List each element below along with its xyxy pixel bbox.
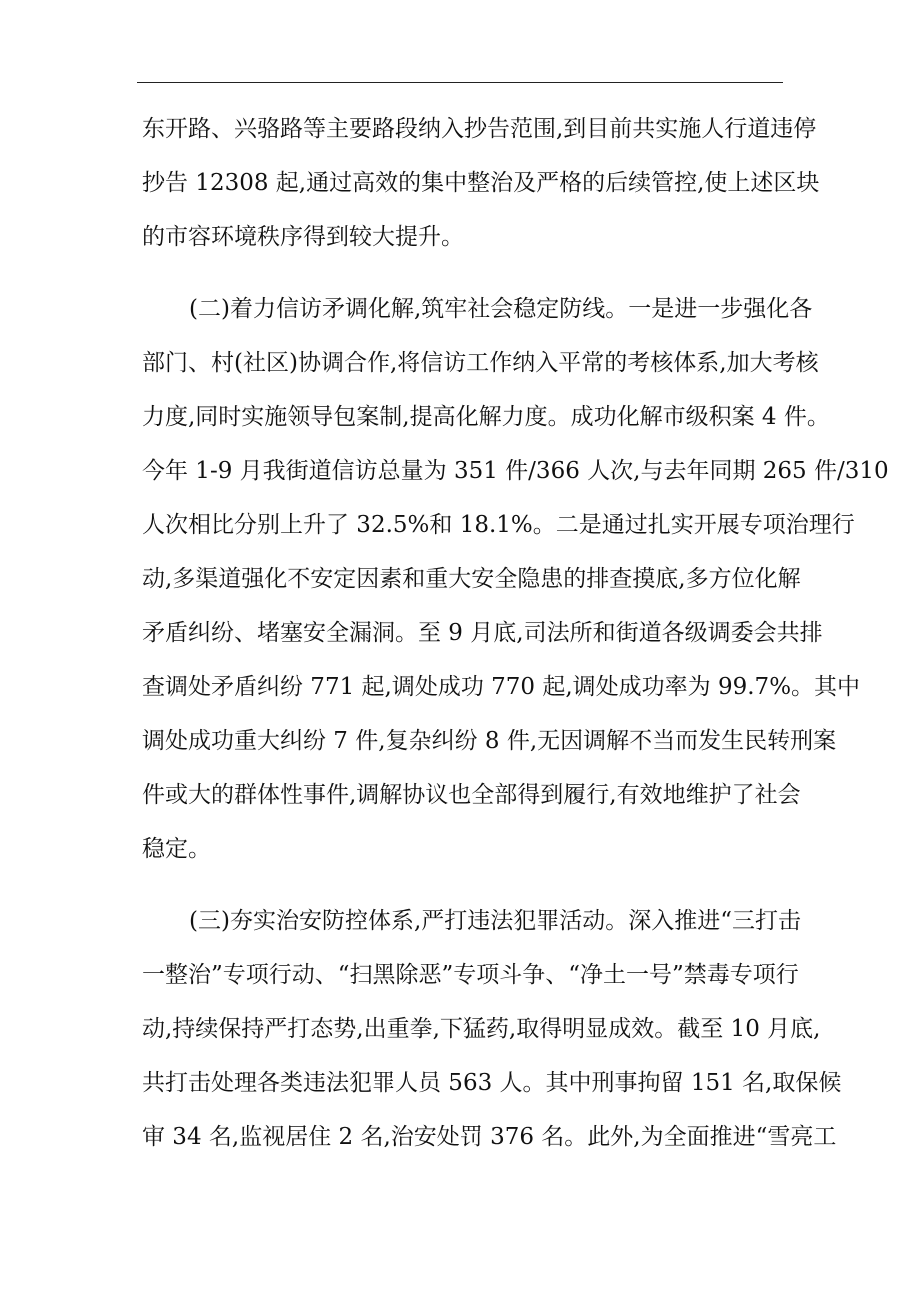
text-line: 矛盾纠纷、堵塞安全漏洞。至 9 月底,司法所和街道各级调委会共排 xyxy=(142,620,823,646)
text-line: 查调处矛盾纠纷 771 起,调处成功 770 起,调处成功率为 99.7%。其中 xyxy=(142,674,861,700)
text-line: 力度,同时实施领导包案制,提高化解力度。成功化解市级积案 4 件。 xyxy=(142,404,830,430)
text-line: 共打击处理各类违法犯罪人员 563 人。其中刑事拘留 151 名,取保候 xyxy=(142,1070,842,1096)
text-line: 人次相比分别上升了 32.5%和 18.1%。二是通过扎实开展专项治理行 xyxy=(142,512,855,538)
paragraph-gap xyxy=(142,876,784,894)
text-line: 东开路、兴骆路等主要路段纳入抄告范围,到目前共实施人行道违停 xyxy=(142,116,817,142)
text-line: 调处成功重大纠纷 7 件,复杂纠纷 8 件,无因调解不当而发生民转刑案 xyxy=(142,728,837,754)
text-line: (三)夯实治安防控体系,严打违法犯罪活动。深入推进“三打击 xyxy=(189,908,802,934)
text-line: (二)着力信访矛调化解,筑牢社会稳定防线。一是进一步强化各 xyxy=(189,296,813,322)
paragraph-gap xyxy=(142,264,784,282)
text-line: 抄告 12308 起,通过高效的集中整治及严格的后续管控,使上述区块 xyxy=(142,170,820,196)
paragraph-1 xyxy=(142,102,820,264)
text-line: 的市容环境秩序得到较大提升。 xyxy=(142,224,464,250)
document-body xyxy=(142,102,889,1164)
text-line: 今年 1-9 月我街道信访总量为 351 件/366 人次,与去年同期 265 件/310 xyxy=(142,458,889,484)
paragraph-3 xyxy=(142,894,842,1164)
text-line: 动,持续保持严打态势,出重拳,下猛药,取得明显成效。截至 10 月底, xyxy=(142,1016,821,1042)
text-line: 审 34 名,监视居住 2 名,治安处罚 376 名。此外,为全面推进“雪亮工 xyxy=(142,1124,837,1150)
text-line: 稳定。 xyxy=(142,836,211,862)
paragraph-2 xyxy=(142,282,889,876)
text-line: 动,多渠道强化不安定因素和重大安全隐患的排查摸底,多方位化解 xyxy=(142,566,801,592)
text-line: 部门、村(社区)协调合作,将信访工作纳入平常的考核体系,加大考核 xyxy=(142,350,819,376)
header-rule xyxy=(137,82,783,83)
text-line: 一整治”专项行动、“扫黑除恶”专项斗争、“净土一号”禁毒专项行 xyxy=(142,962,799,988)
text-line: 件或大的群体性事件,调解协议也全部得到履行,有效地维护了社会 xyxy=(142,782,801,808)
